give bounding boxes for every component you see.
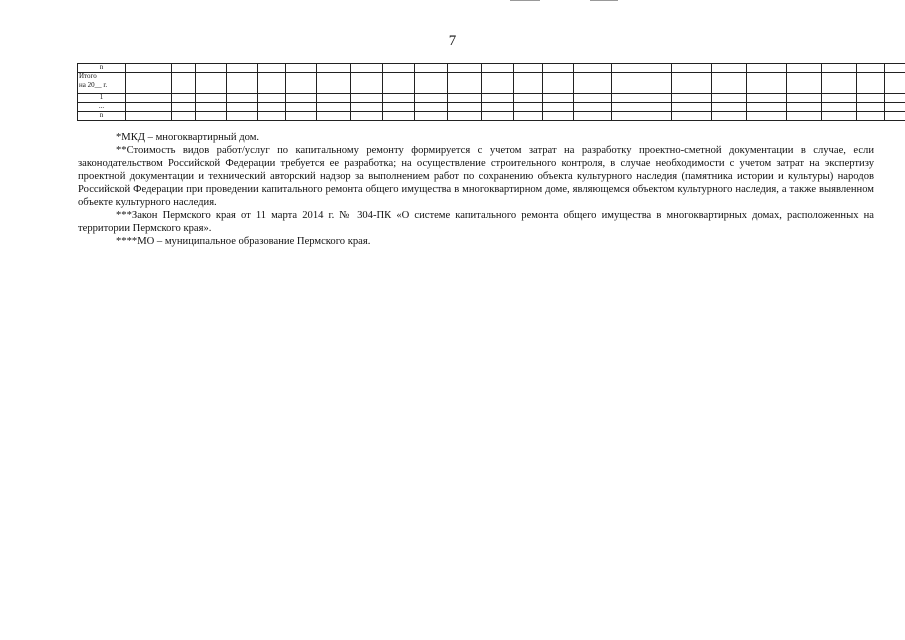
table-cell [482,64,514,73]
table-cell [574,112,612,121]
table-cell [747,94,787,103]
table-cell [448,112,482,121]
table-cell [172,73,196,94]
table-cell [126,103,172,112]
table-cell [612,112,672,121]
page-number: 7 [448,33,457,49]
table-cell [712,112,747,121]
table-cell [351,73,383,94]
table-cell [258,112,286,121]
table-cell [227,94,258,103]
table-cell [574,64,612,73]
table-cell [672,112,712,121]
table-cell [383,103,415,112]
table-cell [747,73,787,94]
table-cell [227,112,258,121]
table-cell [448,103,482,112]
table-row [78,73,905,94]
table-cell [543,112,574,121]
table-cell [787,73,822,94]
table-cell [514,64,543,73]
table-cell [317,64,351,73]
table-cell [857,73,885,94]
table-cell [747,112,787,121]
table-cell [286,73,317,94]
table-cell [286,112,317,121]
footnotes [78,131,874,248]
table-cell [258,94,286,103]
table-cell [514,103,543,112]
table-row [78,94,905,103]
table-cell [448,73,482,94]
table-cell [514,94,543,103]
row-label-cell [78,73,126,94]
table-cell [612,73,672,94]
table-cell [172,64,196,73]
table-cell [415,73,448,94]
table-cell [383,94,415,103]
table-cell [747,64,787,73]
table-cell [126,64,172,73]
table-cell [172,112,196,121]
footnote-cost: **Стоимость видов работ/услуг по капитальному ремонту формируется с учетом затрат на разработку проектно-сметной документации в случае, если законодательством Российской Федерации требуется ее разработка; на осуществление строительного контроля, в случае необходимости с учетом затрат на экспертизу проектной документации и технический авторский надзор за выполнением работ по сохранению объекта культурного наследия (памятника истории и культуры) народов Российской Федерации при проведении капитального ремонта общего имущества в многоквартирном доме, являющемся объектом культурного наследия, а также выявленном объекте культурного наследия. [78,145,874,208]
table-cell [482,94,514,103]
table-cell [885,112,905,121]
table-cell [286,94,317,103]
table-cell [415,103,448,112]
table-cell [885,94,905,103]
footnote-law: ***Закон Пермского края от 11 марта 2014 г. № 304-ПК «О системе капитального ремонта общего имущества в многоквартирных домах, расположенных на территории Пермского края». [78,210,874,234]
table-cell [787,94,822,103]
table-cell [543,103,574,112]
table-cell [787,103,822,112]
row-label-cell: n [78,112,126,121]
table-cell [822,103,857,112]
table-cell [543,73,574,94]
table-cell [317,73,351,94]
table-cell [227,73,258,94]
table-cell [543,94,574,103]
table-cell [822,64,857,73]
top-edge-marks [510,0,620,3]
table-row [78,112,905,121]
table-cell [317,103,351,112]
table-cell [672,64,712,73]
table-cell [286,64,317,73]
table-cell [822,94,857,103]
table-cell [258,103,286,112]
table-cell [857,112,885,121]
table-cell [612,103,672,112]
table-cell [351,112,383,121]
table-cell [448,64,482,73]
table-cell [258,73,286,94]
table-cell [415,112,448,121]
row-label-line2: на 20__ г. [79,81,108,89]
footnote-mkd: *МКД – многоквартирный дом. [116,132,260,143]
table-cell [612,94,672,103]
table-cell [482,73,514,94]
table-cell [574,73,612,94]
table-cell [196,73,227,94]
table-cell [712,94,747,103]
table-cell [383,64,415,73]
table-cell [712,103,747,112]
table-cell [822,112,857,121]
table-cell [822,73,857,94]
table-cell [317,112,351,121]
work-plan-table [77,63,905,121]
table-cell [857,64,885,73]
table-cell [415,94,448,103]
row-label-cell: ... [78,103,126,112]
table-cell [672,73,712,94]
table-cell [415,64,448,73]
table-cell [351,94,383,103]
table-cell [885,73,905,94]
table-cell [383,73,415,94]
row-label-cell: n [78,64,126,73]
table-cell [787,64,822,73]
table-cell [126,94,172,103]
footnote-mo: ****МО – муниципальное образование Пермского края. [116,236,371,247]
table-cell [172,103,196,112]
table-cell [317,94,351,103]
table-cell [612,64,672,73]
table-cell [351,64,383,73]
table-cell [885,64,905,73]
table-cell [747,103,787,112]
row-label-line1: Итого [79,72,97,80]
table-cell [712,64,747,73]
table-cell [857,103,885,112]
table-cell [574,103,612,112]
table-cell [482,112,514,121]
table-cell [351,103,383,112]
table-cell [126,73,172,94]
table-cell [514,73,543,94]
table-cell [514,112,543,121]
table-row [78,64,905,73]
table-cell [543,64,574,73]
table-cell [383,112,415,121]
table-cell [172,94,196,103]
table-cell [672,103,712,112]
table-cell [126,112,172,121]
row-label-cell: 1 [78,94,126,103]
table-cell [196,94,227,103]
table-cell [857,94,885,103]
table-cell [196,112,227,121]
table-cell [787,112,822,121]
table-cell [258,64,286,73]
table-cell [196,64,227,73]
table-cell [227,103,258,112]
table-cell [712,73,747,94]
table-cell [482,103,514,112]
table-cell [672,94,712,103]
table-row [78,103,905,112]
table-cell [227,64,258,73]
table-cell [286,103,317,112]
table-cell [885,103,905,112]
table-cell [448,94,482,103]
table-cell [196,103,227,112]
table-cell [574,94,612,103]
